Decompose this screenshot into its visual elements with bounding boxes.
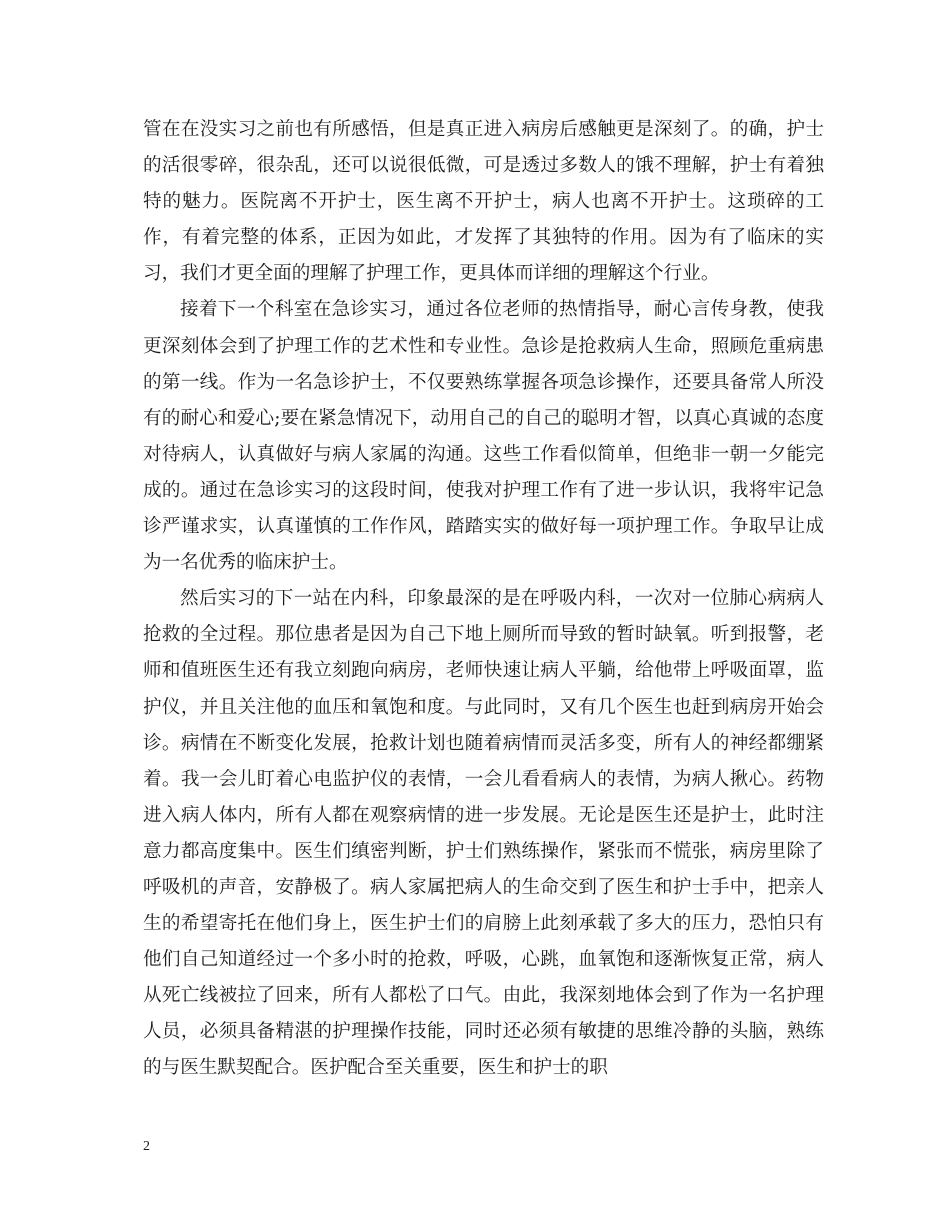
paragraph-2: 接着下一个科室在急诊实习，通过各位老师的热情指导，耐心言传身教，使我更深刻体会到了护理工作的艺术性和专业性。急诊是抢救病人生命，照顾危重病患的第一线。作为一名急诊护士，不仅要熟练掌握各项急诊操作，还要具备常人所没有的耐心和爱心;要在紧急情况下，动用自己的自己的聪明才智，以真心真诚的态度对待病人，认真做好与病人家属的沟通。这些工作看似简单，但绝非一朝一夕能完成的。通过在急诊实习的这段时间，使我对护理工作有了进一步认识，我将牢记急诊严谨求实，认真谨慎的工作作风，踏踏实实的做好每一项护理工作。争取早让成为一名优秀的临床护士。	[143, 299, 824, 574]
page-number: 2	[143, 1139, 150, 1154]
body-text	[143, 112, 824, 1087]
paragraph-1: 管在在没实习之前也有所感悟，但是真正进入病房后感触更是深刻了。的确，护士的活很零碎，很杂乱，还可以说很低微，可是透过多数人的饿不理解，护士有着独特的魅力。医院离不开护士，医生离不开护士，病人也离不开护士。这琐碎的工作，有着完整的体系，正因为如此，才发挥了其独特的作用。因为有了临床的实习，我们才更全面的理解了护理工作，更具体而详细的理解这个行业。	[143, 119, 824, 285]
paragraph-3: 然后实习的下一站在内科，印象最深的是在呼吸内科，一次对一位肺心病病人抢救的全过程。那位患者是因为自己下地上厕所而导致的暂时缺氧。听到报警，老师和值班医生还有我立刻跑向病房，老师快速让病人平躺，给他带上呼吸面罩，监护仪，并且关注他的血压和氧饱和度。与此同时，又有几个医生也赶到病房开始会诊。病情在不断变化发展，抢救计划也随着病情而灵活多变，所有人的神经都绷紧着。我一会儿盯着心电监护仪的表情，一会儿看看病人的表情，为病人揪心。药物进入病人体内，所有人都在观察病情的进一步发展。无论是医生还是护士，此时注意力都高度集中。医生们缜密判断，护士们熟练操作，紧张而不慌张，病房里除了呼吸机的声音，安静极了。病人家属把病人的生命交到了医生和护士手中，把亲人生的希望寄托在他们身上，医生护士们的肩膀上此刻承载了多大的压力，恐怕只有他们自己知道经过一个多小时的抢救，呼吸，心跳，血氧饱和逐渐恢复正常，病人从死亡线被拉了回来，所有人都松了口气。由此，我深刻地体会到了作为一名护理人员，必须具备精湛的护理操作技能，同时还必须有敏捷的思维冷静的头脑，熟练的与医生默契配合。医护配合至关重要，医生和护士的职	[143, 588, 824, 1079]
